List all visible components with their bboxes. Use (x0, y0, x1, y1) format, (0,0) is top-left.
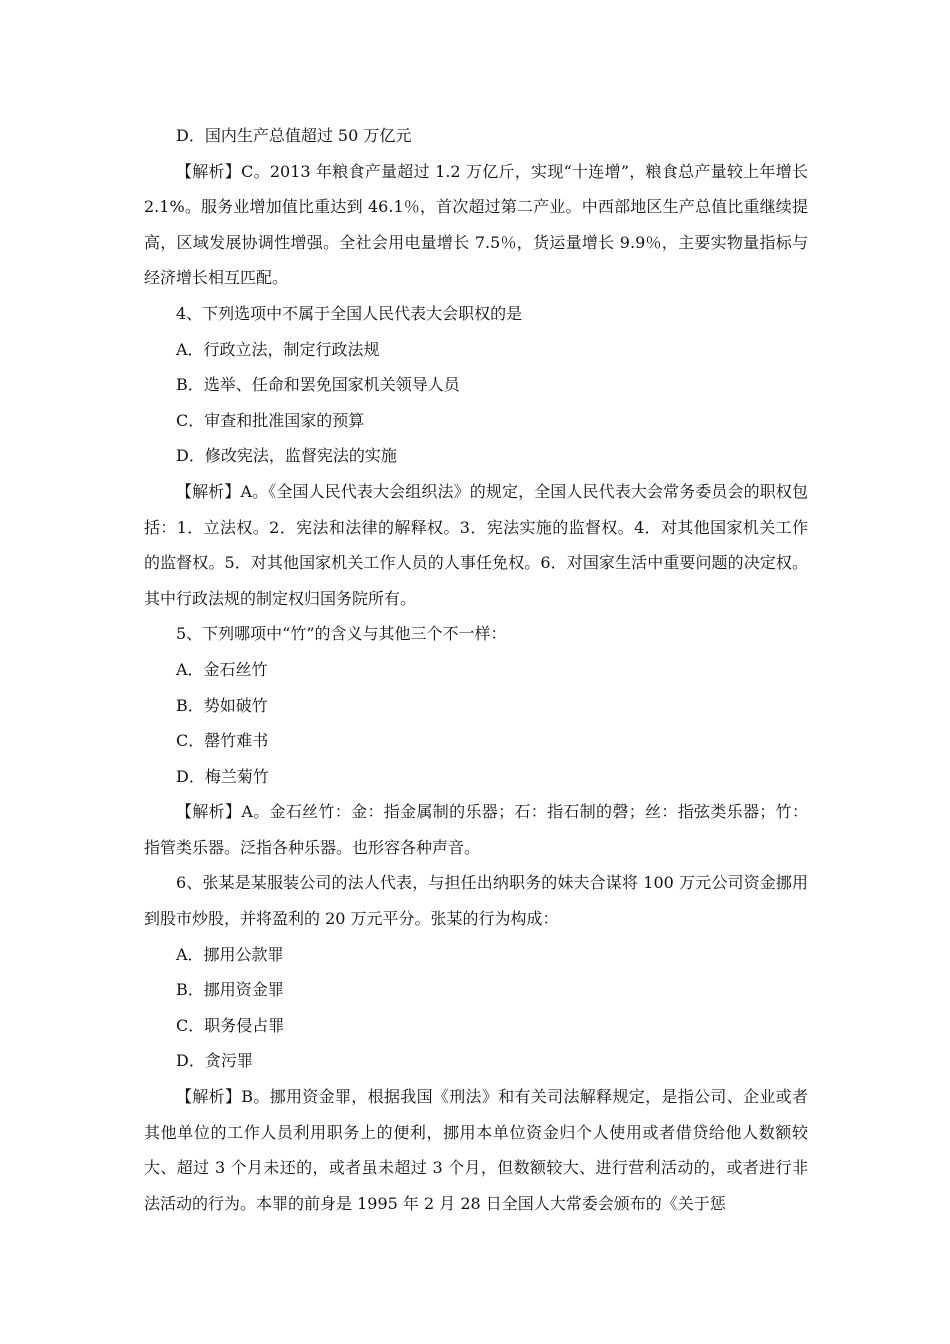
analysis-5 (144, 794, 808, 865)
option-4d: D．修改宪法，监督宪法的实施 (176, 446, 397, 466)
option-6d: D．贪污罪 (176, 1051, 253, 1071)
analysis-tag: 【解析】 (176, 1087, 242, 1107)
analysis-text: B。挪用资金罪，根据我国《刑法》和有关司法解释规定，是指公司、企业或者其他单位的工作人员利用职务上的便利，挪用本单位资金归个人使用或者借贷给他人数额较大、超过 3 个月未还的，或者虽未超过 3 个月，但数额较大、进行营利活动的，或者进行非法活动的行为。本罪的前身是 1995 年 2 月 28 日全国人大常委会颁布的《关于惩 (144, 1087, 808, 1213)
option-6b: B．挪用资金罪 (176, 980, 284, 1000)
analysis-3 (144, 154, 808, 296)
document-page (144, 118, 808, 1221)
option-4b: B．选举、任命和罢免国家机关领导人员 (176, 375, 460, 395)
question-5: 5、下列哪项中“竹”的含义与其他三个不一样： (176, 624, 507, 644)
analysis-text: A。《全国人民代表大会组织法》的规定，全国人民代表大会常务委员会的职权包括：1．立法权。2．宪法和法律的解释权。3．宪法实施的监督权。4．对其他国家机关工作的监督权。5．对其他国家机关工作人员的人事任免权。6．对国家生活中重要问题的决定权。其中行政法规的制定权归国务院所有。 (144, 481, 808, 608)
option-6c: C．职务侵占罪 (176, 1015, 285, 1035)
analysis-text: C。2013 年粮食产量超过 1.2 万亿斤，实现“十连增”，粮食总产量较上年增长 2.1%。服务业增加值比重达到 46.1％，首次超过第二产业。中西部地区生产总值比重继续提高，区域发展协调性增强。全社会用电量增长 7.5％，货运量增长 9.9％，主要实物量指标与经济增长相互匹配。 (144, 161, 808, 288)
option-3d: D．国内生产总值超过 50 万亿元 (176, 126, 412, 145)
analysis-4 (144, 474, 808, 616)
option-5d: D．梅兰菊竹 (176, 766, 269, 786)
option-4a: A．行政立法，制定行政法规 (176, 339, 380, 359)
option-6a: A．挪用公款罪 (176, 944, 284, 964)
analysis-tag: 【解析】 (176, 161, 242, 181)
analysis-text: A。金石丝竹：金：指金属制的乐器；石：指石制的磬；丝：指弦类乐器；竹：指管类乐器。泛指各种乐器。也形容各种声音。 (144, 802, 808, 857)
option-5b: B．势如破竹 (176, 695, 268, 715)
option-5a: A．金石丝竹 (176, 659, 268, 679)
analysis-tag: 【解析】 (176, 802, 242, 822)
analysis-tag: 【解析】 (176, 481, 241, 501)
question-6: 6、张某是某服装公司的法人代表，与担任出纳职务的妹夫合谋将 100 万元公司资金挪用到股市炒股，并将盈利的 20 万元平分。张某的行为构成： (144, 873, 808, 929)
analysis-6 (144, 1079, 808, 1221)
question-4: 4、下列选项中不属于全国人民代表大会职权的是 (176, 303, 523, 323)
option-4c: C．审查和批准国家的预算 (176, 410, 365, 430)
option-5c: C．罄竹难书 (176, 731, 269, 751)
